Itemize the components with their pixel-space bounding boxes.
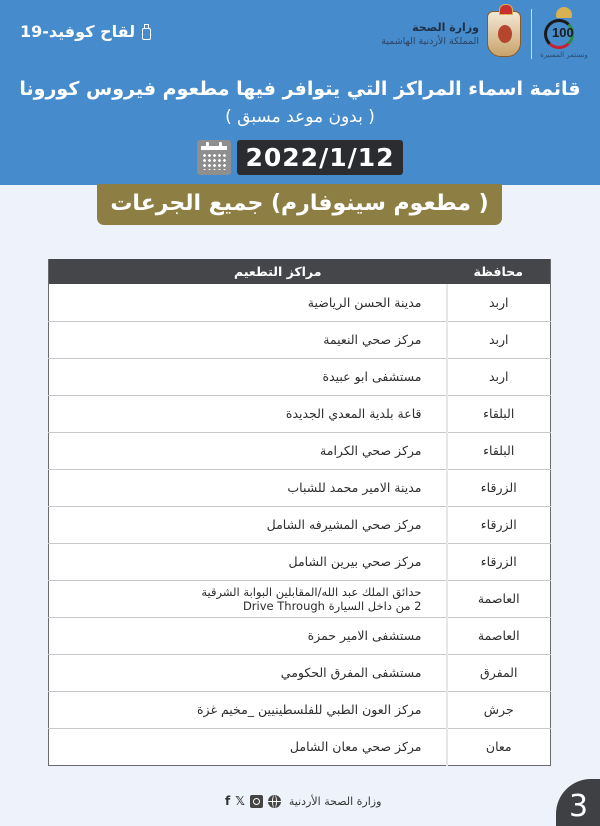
governorate-cell: جرش [447,691,551,728]
centennial-number: 100 [552,25,574,40]
footer [225,794,381,808]
table-row [49,580,551,617]
governorate-cell: اربد [447,358,551,395]
table-row [49,728,551,765]
footer-ministry-text: وزارة الصحة الأردنية [288,794,382,808]
centennial-logo [540,7,588,61]
center-cell: مركز صحي المشيرفه الشامل [49,506,447,543]
twitter-icon[interactable]: 𝕏 [235,794,245,808]
vaccine-type-banner: ( مطعوم سينوفارم) جميع الجرعات [97,184,502,225]
center-cell: قاعة بلدية المعدي الجديدة [49,395,447,432]
governorate-cell: العاصمة [447,580,551,617]
center-cell: مركز العون الطبي للفلسطينيين _مخيم غزة [49,691,447,728]
center-cell [49,580,447,617]
ministry-subtitle: المملكة الأردنية الهاشمية [381,35,479,47]
center-line-2: 2 من داخل السيارة Drive Through [242,598,422,613]
table-row [49,543,551,580]
center-cell: مستشفى الامير حمزة [49,617,447,654]
vaccine-vial-icon [140,23,154,41]
table-row [49,506,551,543]
globe-icon[interactable] [268,795,281,808]
vaccine-tag [20,22,154,41]
calendar-icon [197,140,231,175]
table-row [49,432,551,469]
center-cell: مركز صحي النعيمة [49,321,447,358]
header-banner [0,0,600,185]
center-cell: مركز صحي بيرين الشامل [49,543,447,580]
page-number-badge: 3 [556,779,600,826]
governorate-cell: المفرق [447,654,551,691]
governorate-cell: الزرقاء [447,469,551,506]
date-badge: 2022/1/12 [237,140,402,175]
table-row [49,654,551,691]
governorate-cell: البلقاء [447,395,551,432]
center-cell: مركز صحي الكرامة [49,432,447,469]
table-row [49,691,551,728]
governorate-cell: العاصمة [447,617,551,654]
vaccine-tag-label: لقاح كوفيد-19 [20,22,136,41]
facebook-icon[interactable]: f [225,794,231,808]
governorate-cell: اربد [447,284,551,321]
table-row [49,395,551,432]
page-title: قائمة اسماء المراكز التي يتوافر فيها مطعوم فيروس كورونا [19,78,581,100]
table-row [49,358,551,395]
table-row [49,284,551,321]
table-row [49,617,551,654]
instagram-icon[interactable] [250,795,263,808]
ministry-name: وزارة الصحة [412,20,479,34]
governorate-cell: اربد [447,321,551,358]
date-row [0,140,600,175]
table-header-row [49,259,551,284]
table-row [49,469,551,506]
header-center: مراكز التطعيم [49,259,447,284]
center-cell: مركز صحي معان الشامل [289,739,422,754]
governorate-cell: معان [447,728,551,765]
header-governorate: محافظة [447,259,551,284]
governorate-cell: الزرقاء [447,543,551,580]
coat-of-arms-icon [487,11,521,57]
crown-icon [556,7,572,18]
governorate-cell: الزرقاء [447,506,551,543]
center-cell: مستشفى المفرق الحكومي [49,654,447,691]
governorate-cell: البلقاء [447,432,551,469]
ministry-brand [381,6,588,62]
vaccination-centers-table [48,259,551,766]
centennial-tagline: ونستمر المسيرة [540,51,588,59]
page-subtitle: ( بدون موعد مسبق ) [225,107,375,127]
center-cell: مدينة الامير محمد للشباب [49,469,447,506]
center-cell: مستشفى ابو عبيدة [49,358,447,395]
center-cell: مدينة الحسن الرياضية [49,284,447,321]
logo-divider [531,9,532,59]
table-row [49,321,551,358]
ministry-text [381,20,479,49]
center-line-1: حدائق الملك عبد الله/المقابلين البوابة الشرقية [201,584,422,599]
